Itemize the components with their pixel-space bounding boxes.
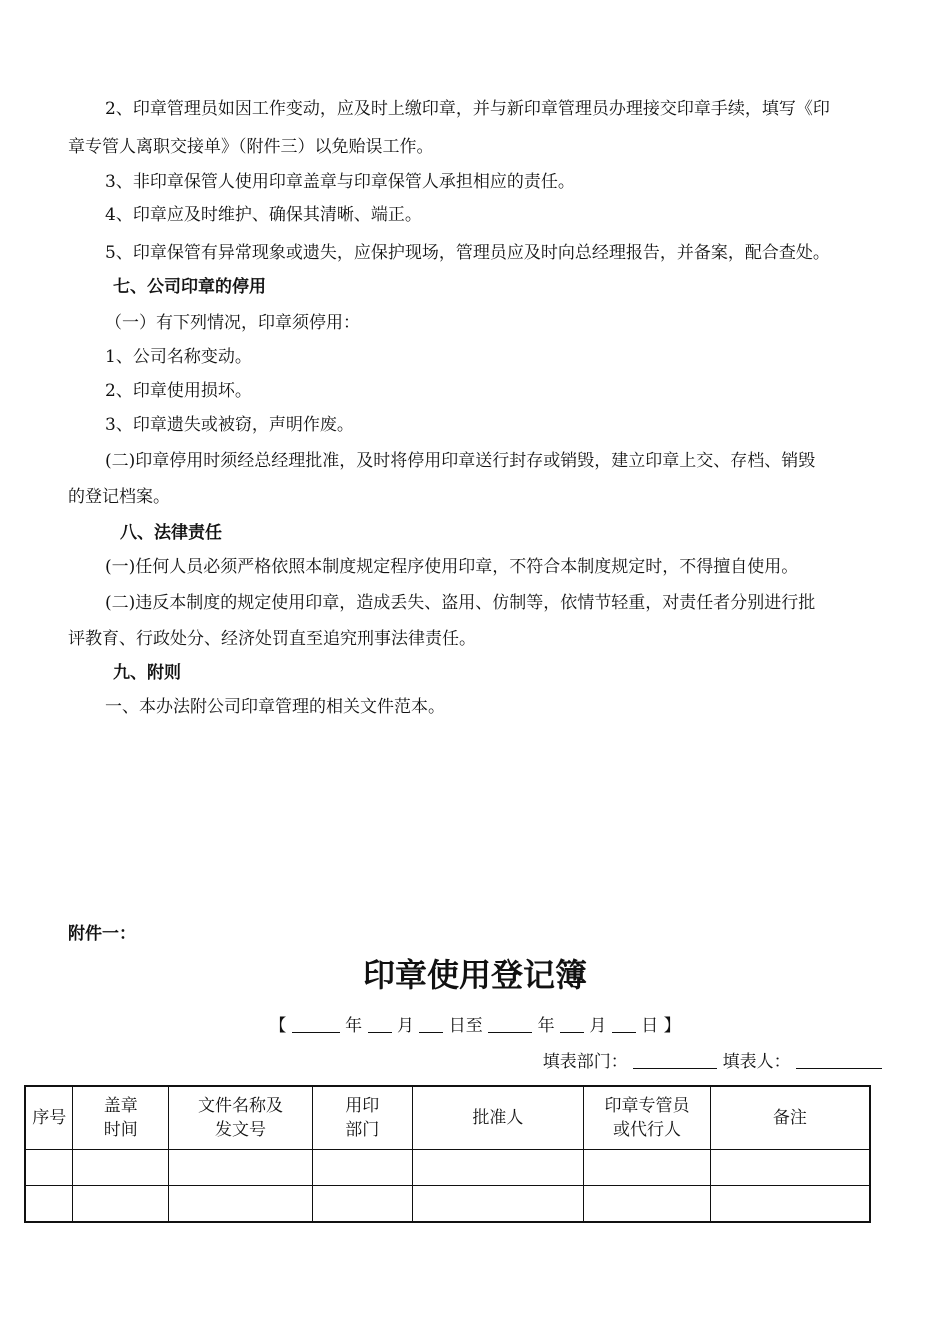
- day-blank[interactable]: [419, 1016, 443, 1033]
- fill-person-blank[interactable]: [796, 1052, 882, 1069]
- table-cell[interactable]: [412, 1186, 584, 1223]
- section-heading: 九、附则: [113, 663, 181, 683]
- table-cell[interactable]: [710, 1186, 870, 1223]
- table-cell[interactable]: [412, 1150, 584, 1186]
- header-document-name: 文件名称及 发文号: [169, 1086, 313, 1150]
- paragraph: 3、印章遗失或被窃，声明作废。: [105, 415, 354, 435]
- seal-usage-register-table: [24, 1085, 871, 1223]
- fill-info: [543, 1047, 882, 1072]
- table-row: [25, 1186, 870, 1223]
- register-title: 印章使用登记簿: [362, 956, 587, 994]
- header-remarks: 备注: [710, 1086, 870, 1150]
- paragraph: （一）有下列情况，印章须停用：: [105, 313, 360, 333]
- end-day-label: 日: [641, 1016, 659, 1036]
- year-blank[interactable]: [292, 1016, 340, 1033]
- table-cell[interactable]: [312, 1150, 412, 1186]
- table-cell[interactable]: [169, 1186, 313, 1223]
- table-cell[interactable]: [584, 1150, 711, 1186]
- header-seal-keeper: 印章专管员 或代行人: [584, 1086, 711, 1150]
- paragraph: 4、印章应及时维护、确保其清晰、端正。: [105, 205, 422, 225]
- table-cell[interactable]: [25, 1186, 73, 1223]
- end-year-blank[interactable]: [488, 1016, 532, 1033]
- paragraph: 评教育、行政处分、经济处罚直至追究刑事法律责任。: [68, 629, 476, 649]
- end-month-label: 月: [589, 1016, 607, 1036]
- attachment-label: 附件一：: [68, 924, 136, 944]
- paragraph: 3、非印章保管人使用印章盖章与印章保管人承担相应的责任。: [105, 172, 575, 192]
- paragraph: (二)违反本制度的规定使用印章，造成丢失、盗用、仿制等，依情节轻重，对责任者分别进行批: [105, 593, 816, 613]
- table-cell[interactable]: [25, 1150, 73, 1186]
- paragraph: 2、印章管理员如因工作变动，应及时上缴印章，并与新印章管理员办理接交印章手续，填写《印: [105, 99, 830, 119]
- table-row: [25, 1150, 870, 1186]
- fill-dept-blank[interactable]: [633, 1052, 717, 1069]
- paragraph: 2、印章使用损坏。: [105, 381, 252, 401]
- paragraph: 一、本办法附公司印章管理的相关文件范本。: [105, 697, 445, 717]
- paragraph: 1、公司名称变动。: [105, 347, 252, 367]
- section-heading: 八、法律责任: [120, 523, 222, 543]
- end-year-label: 年: [537, 1016, 555, 1036]
- table-header-row: [25, 1086, 870, 1150]
- paragraph: 5、印章保管有异常现象或遗失，应保护现场，管理员应及时向总经理报告，并备案，配合查处。: [105, 243, 830, 263]
- range-close-bracket: 】: [663, 1016, 681, 1036]
- month-label: 月: [396, 1016, 414, 1036]
- month-blank[interactable]: [368, 1016, 392, 1033]
- header-approver: 批准人: [412, 1086, 584, 1150]
- end-day-blank[interactable]: [612, 1016, 636, 1033]
- paragraph: (二)印章停用时须经总经理批准，及时将停用印章送行封存或销毁，建立印章上交、存档、销毁: [105, 451, 816, 471]
- table-cell[interactable]: [169, 1150, 313, 1186]
- date-range: [0, 1011, 950, 1036]
- paragraph: 的登记档案。: [68, 487, 170, 507]
- fill-person-label: 填表人：: [722, 1052, 791, 1072]
- fill-dept-label: 填表部门：: [542, 1052, 628, 1072]
- paragraph: 章专管人离职交接单》（附件三）以免贻误工作。: [68, 137, 434, 157]
- header-stamp-time: 盖章 时间: [73, 1086, 169, 1150]
- year-label: 年: [345, 1016, 363, 1036]
- table-cell[interactable]: [584, 1186, 711, 1223]
- table-cell[interactable]: [73, 1186, 169, 1223]
- table-cell[interactable]: [73, 1150, 169, 1186]
- table-cell[interactable]: [710, 1150, 870, 1186]
- paragraph: (一)任何人员必须严格依照本制度规定程序使用印章，不符合本制度规定时，不得擅自使用。: [105, 557, 799, 577]
- header-department: 用印 部门: [312, 1086, 412, 1150]
- end-month-blank[interactable]: [560, 1016, 584, 1033]
- section-heading: 七、公司印章的停用: [113, 277, 266, 297]
- day-to-label: 日至: [448, 1016, 483, 1036]
- range-open-bracket: 【: [269, 1016, 287, 1036]
- header-serial: 序号: [25, 1086, 73, 1150]
- table-cell[interactable]: [312, 1186, 412, 1223]
